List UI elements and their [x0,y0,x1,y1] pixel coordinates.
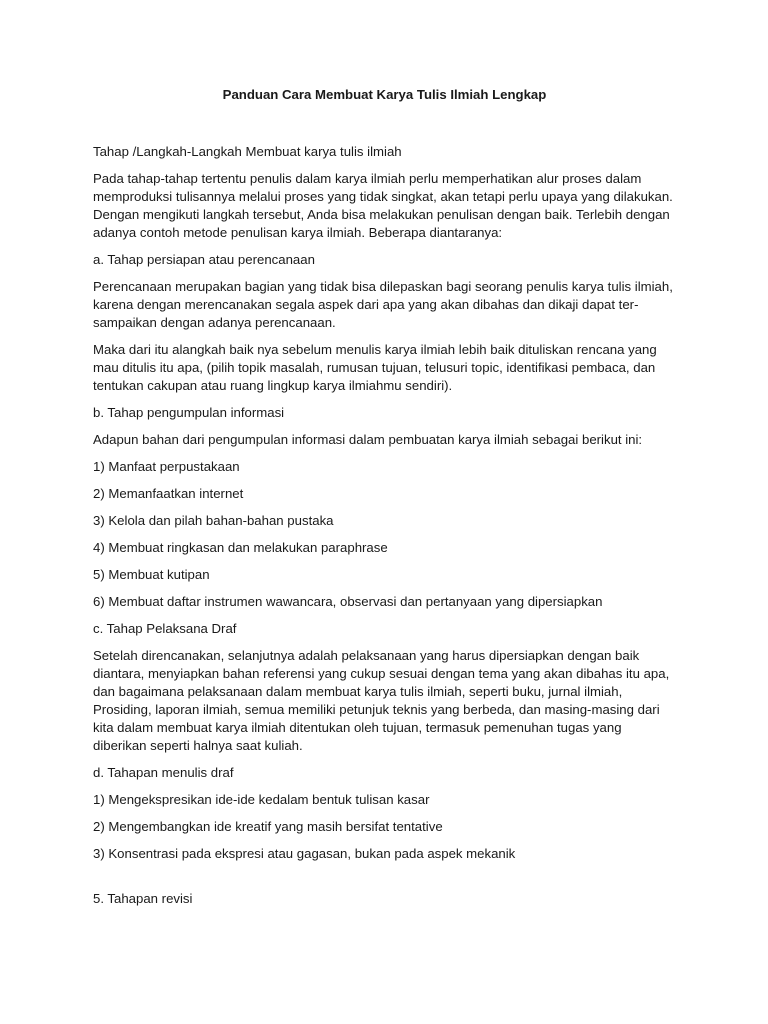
section-heading-d: d. Tahapan menulis draf [93,765,234,780]
list-item-d1: 1) Mengekspresikan ide-ide kedalam bentuk tulisan kasar [93,792,430,807]
section-heading-a: a. Tahap persiapan atau perencanaan [93,252,315,267]
section-heading-b: b. Tahap pengumpulan informasi [93,405,285,420]
list-item-d3: 3) Konsentrasi pada ekspresi atau gagasan, bukan pada aspek mekanik [93,846,516,861]
list-item-b3: 3) Kelola dan pilah bahan-bahan pustaka [93,513,334,528]
list-item-b2: 2) Memanfaatkan internet [93,486,244,501]
section-heading-c: c. Tahap Pelaksana Draf [93,621,237,636]
paragraph-planning-detail: Maka dari itu alangkah baik nya sebelum menulis karya ilmiah lebih baik dituliskan rencana yang mau ditulis itu apa, (pilih topik masalah, rumusan tujuan, telusuri topic, identifikasi pembaca, dan tentukan cakupan atau ruang lingkup karya ilmiahmu sendiri). [93,342,657,393]
section-heading-revision: 5. Tahapan revisi [93,891,193,906]
list-item-b5: 5) Membuat kutipan [93,567,210,582]
list-item-b6: 6) Membuat daftar instrumen wawancara, observasi dan pertanyaan yang dipersiapkan [93,594,603,609]
document-title: Panduan Cara Membuat Karya Tulis Ilmiah Lengkap [222,87,547,102]
list-item-d2: 2) Mengembangkan ide kreatif yang masih bersifat tentative [93,819,443,834]
paragraph-info-intro: Adapun bahan dari pengumpulan informasi dalam pembuatan karya ilmiah sebagai berikut ini: [93,432,643,447]
paragraph-intro: Pada tahap-tahap tertentu penulis dalam karya ilmiah perlu memperhatikan alur proses dalam memproduksi tulisannya melalui proses yang tidak singkat, akan tetapi perlu upaya yang dilakukan. Dengan mengikuti langkah tersebut, Anda bisa melakukan penulisan dengan baik. Terlebih dengan adanya contoh metode penulisan karya ilmiah. Beberapa diantaranya: [93,171,673,240]
paragraph-planning: Perencanaan merupakan bagian yang tidak bisa dilepaskan bagi seorang penulis karya tulis ilmiah, karena dengan merencanakan segala aspek dari apa yang akan dibahas dan dikaji dapat ter-sampaikan dengan adanya perencanaan. [93,279,673,330]
section-heading-steps: Tahap /Langkah-Langkah Membuat karya tulis ilmiah [93,144,402,159]
list-item-b1: 1) Manfaat perpustakaan [93,459,240,474]
list-item-b4: 4) Membuat ringkasan dan melakukan paraphrase [93,540,388,555]
paragraph-draft-execution: Setelah direncanakan, selanjutnya adalah pelaksanaan yang harus dipersiapkan dengan baik diantara, menyiapkan bahan referensi yang cukup sesuai dengan tema yang akan dibahas itu apa, dan bagaimana pelaksanaan dalam membuat karya tulis ilmiah, seperti buku, jurnal ilmiah, Prosiding, laporan ilmiah, semua memiliki petunjuk teknis yang berbeda, dan masing-masing dari kita dalam membuat karya ilmiah ditentukan oleh tujuan, termasuk pemenuhan tugas yang diberikan seperti halnya saat kuliah. [93,648,670,753]
